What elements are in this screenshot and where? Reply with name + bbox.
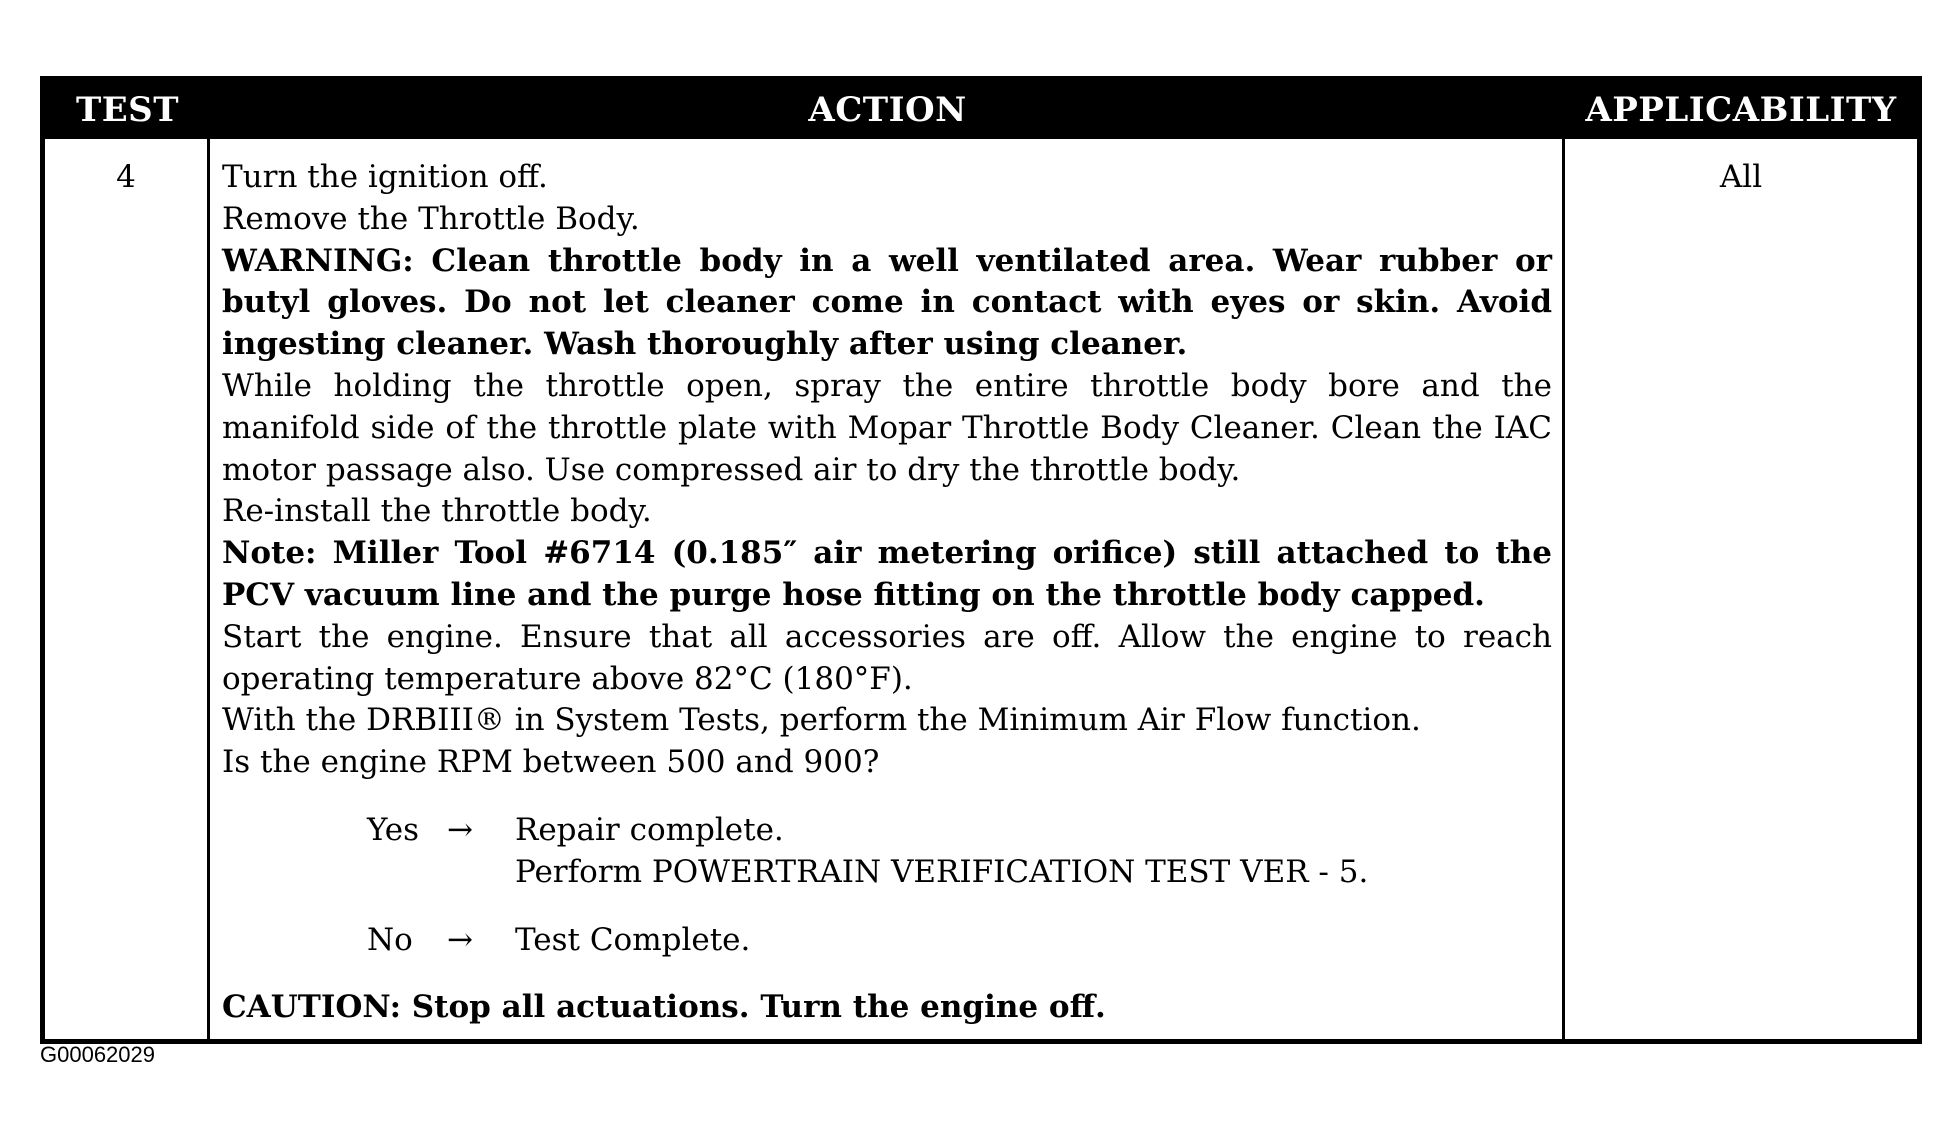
warning-text: WARNING: Clean throttle body in a well ventilated area. Wear rubber or butyl gloves. Do not let cleaner come in contact with eyes or skin. Avoid ingesting cleaner. Wash thoroughly after using cleaner. [222, 242, 1552, 363]
no-line-1: Test Complete. [515, 921, 751, 958]
yes-line-2: Perform POWERTRAIN VERIFICATION TEST VER - 5. [515, 853, 1369, 890]
step-remove-throttle-body: Remove the Throttle Body. [222, 200, 640, 237]
action-cell [210, 139, 1565, 1039]
caution-text: CAUTION: Stop all actuations. Turn the engine off. [222, 989, 1106, 1026]
test-number: 4 [45, 139, 210, 1039]
header-applicability: APPLICABILITY [1585, 90, 1897, 130]
yes-label: Yes [367, 811, 420, 848]
diagnostic-test-table [40, 76, 1922, 1044]
table-row [45, 139, 1917, 1039]
step-ignition-off: Turn the ignition off. [222, 159, 548, 195]
note-text: Note: Miller Tool #6714 (0.185″ air metering orifice) still attached to the PCV vacuum line and the purge hose fitting on the throttle body capped. [222, 535, 1552, 613]
yes-line-1: Repair complete. [515, 811, 784, 848]
right-arrow-icon: → [447, 811, 473, 848]
figure-id: G00062029 [40, 1042, 155, 1067]
table-header-row [45, 81, 1917, 139]
no-result-text [515, 920, 1552, 962]
clean-instruction: While holding the throttle open, spray the entire throttle body bore and the manifold side of the throttle plate with Mopar Throttle Body Cleaner. Clean the IAC motor passage also. Use compressed air to dry the throttle body. [222, 367, 1552, 488]
right-arrow-icon: → [447, 921, 473, 958]
result-no [367, 920, 1552, 962]
no-label: No [367, 921, 413, 958]
start-engine-text: Start the engine. Ensure that all accessories are off. Allow the engine to reach operating temperature above 82°C (180°F). [222, 618, 1552, 697]
step-reinstall: Re-install the throttle body. [222, 493, 652, 530]
result-options [222, 810, 1552, 961]
result-yes [367, 810, 1552, 894]
drb-instruction: With the DRBIII® in System Tests, perform the Minimum Air Flow function. [222, 702, 1421, 739]
applicability-value: All [1719, 159, 1763, 195]
question-text: Is the engine RPM between 500 and 900? [222, 744, 880, 781]
yes-result-text [515, 810, 1552, 894]
header-test: TEST [75, 90, 180, 130]
header-action: ACTION [808, 90, 967, 130]
